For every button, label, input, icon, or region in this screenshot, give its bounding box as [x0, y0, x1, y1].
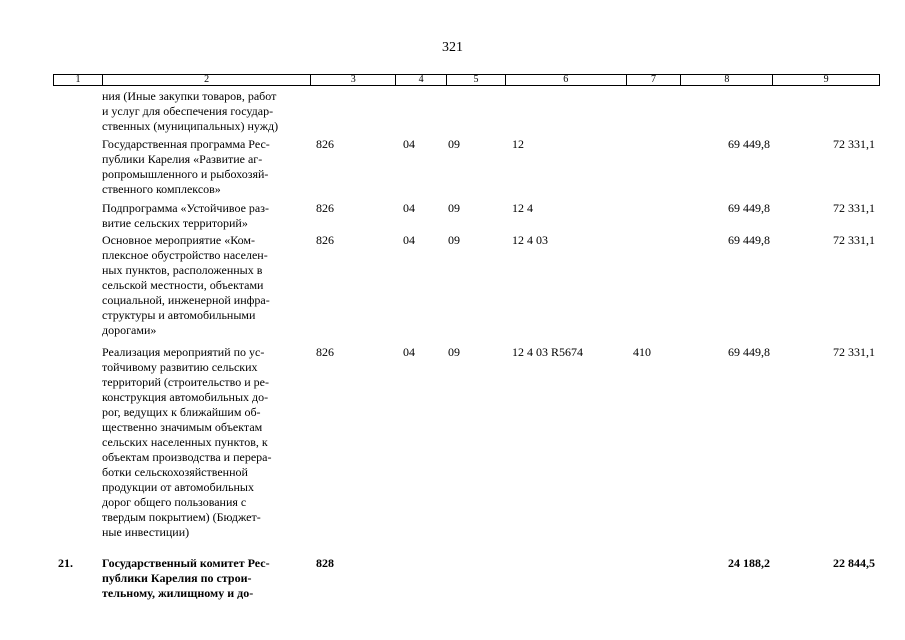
cell-subsection: 09: [448, 233, 460, 247]
name-line: ния (Иные закупки товаров, работ: [102, 89, 277, 103]
name-line: объектам производства и перера-: [102, 450, 272, 464]
header-col-7: 7: [627, 75, 682, 85]
cell-ministry: 828: [316, 556, 334, 570]
cell-ministry: 826: [316, 345, 334, 359]
cell-vtype: 410: [633, 345, 651, 359]
page-number: 321: [442, 40, 463, 55]
cell-y1: 24 188,2: [728, 556, 770, 570]
name-line: структуры и автомобильными: [102, 308, 256, 322]
cell-section: 04: [403, 137, 415, 151]
name-line: тойчивому развитию сельских: [102, 360, 258, 374]
name-line: Основное мероприятие «Ком-: [102, 233, 256, 247]
name-line: конструкция автомобильных до-: [102, 390, 269, 404]
name-line: Реализация мероприятий по ус-: [102, 345, 265, 359]
cell-subsection: 09: [448, 137, 460, 151]
name-line: плексное обустройство населен-: [102, 248, 268, 262]
cell-y1: 69 449,8: [728, 233, 770, 247]
header-col-6: 6: [506, 75, 627, 85]
name-line: твердым покрытием) (Бюджет-: [102, 510, 261, 524]
name-line: витие сельских территорий»: [102, 216, 248, 230]
name-line: ственного комплексов»: [102, 182, 221, 196]
name-line: публики Карелия по строи-: [102, 571, 252, 585]
cell-y2: 22 844,5: [833, 556, 875, 570]
header-col-1: 1: [54, 75, 103, 85]
name-line: территорий (строительство и ре-: [102, 375, 269, 389]
name-line: ственных (муниципальных) нужд): [102, 119, 279, 133]
cell-name: [102, 201, 314, 231]
cell-section: 04: [403, 233, 415, 247]
cell-num: 21.: [58, 556, 73, 570]
table-header: [53, 74, 880, 86]
cell-y1: 69 449,8: [728, 201, 770, 215]
name-line: сельской местности, объектами: [102, 278, 264, 292]
name-line: сельских населенных пунктов, к: [102, 435, 268, 449]
cell-section: 04: [403, 345, 415, 359]
cell-name: [102, 345, 314, 540]
header-col-5: 5: [447, 75, 506, 85]
cell-target: 12 4 03 R5674: [512, 345, 584, 359]
name-line: продукции от автомобильных: [102, 480, 254, 494]
cell-ministry: 826: [316, 137, 334, 151]
cell-y2: 72 331,1: [833, 233, 875, 247]
cell-section: 04: [403, 201, 415, 215]
name-line: ботки сельскохозяйственной: [102, 465, 248, 479]
name-line: дорог общего пользования с: [102, 495, 247, 509]
cell-name: [102, 556, 314, 601]
header-col-2: 2: [103, 75, 311, 85]
name-line: ных пунктов, расположенных в: [102, 263, 263, 277]
cell-y1: 69 449,8: [728, 137, 770, 151]
cell-subsection: 09: [448, 201, 460, 215]
name-line: Государственный комитет Рес-: [102, 556, 270, 570]
cell-y1: 69 449,8: [728, 345, 770, 359]
cell-target: 12: [512, 137, 524, 151]
name-line: Государственная программа Рес-: [102, 137, 270, 151]
name-line: Подпрограмма «Устойчивое раз-: [102, 201, 269, 215]
name-line: рог, ведущих к ближайшим об-: [102, 405, 261, 419]
cell-name: [102, 89, 314, 134]
cell-name: [102, 233, 314, 338]
name-line: социальной, инженерной инфра-: [102, 293, 270, 307]
name-line: ные инвестиции): [102, 525, 190, 539]
cell-y2: 72 331,1: [833, 137, 875, 151]
cell-subsection: 09: [448, 345, 460, 359]
header-col-3: 3: [311, 75, 396, 85]
name-line: ропромышленного и рыбохозяй-: [102, 167, 269, 181]
header-col-8: 8: [681, 75, 773, 85]
name-line: и услуг для обеспечения государ-: [102, 104, 274, 118]
name-line: публики Карелия «Развитие аг-: [102, 152, 263, 166]
cell-y2: 72 331,1: [833, 201, 875, 215]
header-col-9: 9: [823, 74, 829, 85]
cell-ministry: 826: [316, 233, 334, 247]
name-line: тельному, жилищному и до-: [102, 586, 254, 600]
cell-y2: 72 331,1: [833, 345, 875, 359]
header-col-4: 4: [396, 75, 447, 85]
cell-ministry: 826: [316, 201, 334, 215]
name-line: щественно значимым объектам: [102, 420, 263, 434]
name-line: дорогами»: [102, 323, 157, 337]
cell-target: 12 4 03: [512, 233, 548, 247]
cell-target: 12 4: [512, 201, 533, 215]
cell-name: [102, 137, 314, 197]
